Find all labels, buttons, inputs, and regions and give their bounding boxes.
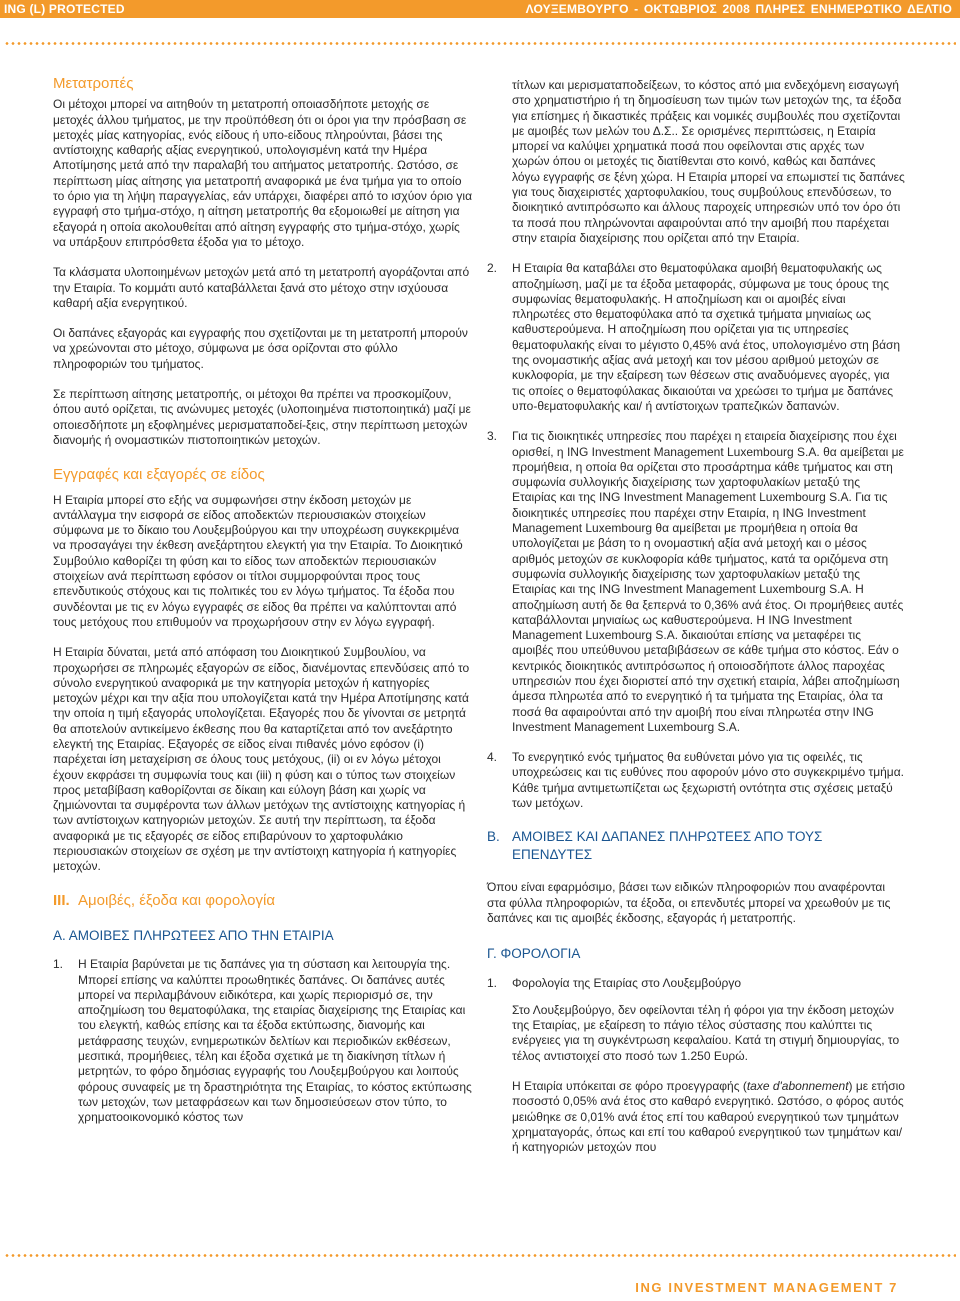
chapter-number: III. (53, 891, 70, 909)
header-bar (0, 0, 960, 18)
footer-dotted-divider (4, 1254, 956, 1257)
left-column (53, 76, 473, 1126)
right-column (487, 78, 905, 1171)
list-number: 2. (487, 261, 498, 276)
paragraph: Στο Λουξεμβούργο, δεν οφείλονται τέλη ή φόροι για την έκδοση μετοχών της Εταιρίας, με εξαίρεση το πάγιο τέλος σύστασης που καλύπτει τις ενέργειες για τη συγκέντρωση κεφαλαίου. Κατά τη στιγμή δημιουργίας, το τέλος αντιστοιχεί στο ποσό των 1.250 Ευρώ. (512, 1002, 900, 1063)
header-dotted-divider (4, 42, 956, 45)
paragraph: Τα κλάσματα υλοποιημένων μετοχών μετά από τη μετατροπή αγοράζονται από την Εταιρία. Το κομμάτι αυτό καταβάλλεται ξανά στο μέτοχο στην ισχύουσα καθαρή αξία ενεργητικού. (53, 265, 470, 310)
section-heading-in-kind: Εγγραφές και εξαγορές σε είδος (53, 466, 265, 484)
list-number: 4. (487, 750, 498, 765)
paragraph: Σε περίπτωση αίτησης μετατροπής, οι μέτοχοι θα πρέπει να προσκομίζουν, όπου αυτό ορίζεται, τις ανώνυμες μετοχές (υλοποιημένα πιστοποιητικά) μαζί με οποιεσδήποτε μη εξοφλημένες μερισματαποδεί-ξεις, στην περίπτωση μετοχών διανομής ή ονομαστικών πιστοποιητικών μετοχών. (53, 387, 471, 447)
text-run: Η Εταιρία υπόκειται σε φόρο προεγγραφής ( (512, 1079, 747, 1094)
subsection-heading-c: Γ. ΦΟΡΟΛΟΓΙΑ (487, 946, 581, 962)
list-text: Για τις διοικητικές υπηρεσίες που παρέχει η εταιρεία διαχείρισης που έχει ορισθεί, η ING Investment Management Luxembourg S.A. θα αμείβεται με προμήθεια, η οποία θα ορίζεται στο προσάρτημα κάθε τμήματος και στη συμφωνία συλλογικής διαχείρισης των χαρτοφυλακίων μεταξύ της Εταιρίας και της ING Investment Management Luxembourg S.A. Για τις διοικητικές υπηρεσίες που παρέχει στην Εταιρία, η ING Investment Management Luxembourg θα αμείβεται με προμήθεια η οποία θα υπολογίζεται με βάση το η ονομαστική αξία ανά μετοχή και ο μέσος αριθμός μετοχών σε κυκλοφορία κάθε τμήματος, κατά τα οριζόμενα στη συμφωνία συλλογικής διαχείρισης των χαρτοφυλακίων μεταξύ της Εταιρίας και της ING Investment Management Luxembourg S.A. Η αποζημίωση αυτή δε θα ξεπερνά το 0,36% ανά έτος. Οι προμήθειες αυτές καταβάλλονται μηνιαίως ως καθυστερούμενα. Η ING Investment Management Luxembourg S.A. δικαιούται επίσης να μεταφέρει τις αμοιβές που υπεύθυνου μεταβιβάσεων σε κάθε τμήμα στο κόστος. Εάν ο κεντρικός διοικητικός αντιπρόσωπος ή οποιοσδήποτε άλλος παροχέας υπηρεσιών που έχει διοριστεί από την σχετική εταιρία, λάβει αποζημίωση άμεσα πληρωτέα από το ενεργητικό ή τα τμήματα της Εταιρίας, όλα τα ποσά θα αφαιρούνται από την αμοιβή που είναι πληρωτέα στην ING Investment Management Luxembourg S.A. (512, 429, 904, 734)
paragraph: Η Εταιρία δύναται, μετά από απόφαση του Διοικητικού Συμβουλίου, να προχωρήσει σε πληρωμές εξαγορών σε είδος, διανέμοντας επενδύσεις από το σύνολο ενεργητικού αναφορικά με την κατηγορία μετοχών ή κατηγορίες μετοχών μέχρι και την αξία που υπολογίζεται κατά την Ημέρα Αποτίμησης κατά την οποία η τιμή εξαγοράς υπολογίζεται. Εξαγορές που δε γίνονται σε μετρητά θα αποτελούν αντικείμενο έκθεσης που θα καταρτίζεται από τον ανεξάρτητο ελεγκτή της Εταιρίας. Εξαγορές σε είδος είναι πιθανές μόνο εφόσον (i) παρέχεται ίση μεταχείριση σε όλους τους μετόχους, (ii) οι εν λόγω μέτοχοι έχουν εκφράσει τη συμφωνία τους και (iii) η φύση και ο τύπος των στοιχείων προς μεταβίβαση καθορίζονται σε δίκαιη και εύλογη βάση και χωρίς να ζημιώνονται τα συμφέροντα των άλλων μετόχων της αντίστοιχης κατηγορίας ή των αντίστοιχων κατηγοριών μετοχών. Σε αυτή την περίπτωση, τα έξοδα αναφορικά με τις εξαγορές σε είδος επιβαρύνουν το χαρτοφυλάκιο περιουσιακών στοιχείων σε σχέση με την αντίστοιχη κατηγορία ή κατηγορίες μετοχών. (53, 645, 470, 874)
list-item (487, 976, 905, 991)
list-text: Η Εταιρία βαρύνεται με τις δαπάνες για τη σύσταση και λειτουργία της. Μπορεί επίσης να καλύπτει προωθητικές δαπάνες. Οι δαπάνες αυτές μπορεί να περιλαμβάνουν ειδικότερα, και χωρίς περιορισμό σε, την αποζημίωση του θεματοφύλακα, της εταιρίας διαχείρισης της Εταιρίας και του ελεγκτή, καθώς επίσης και τα έξοδα εκτύπωσης, διανομής και μετάφρασης τευχών, ενημερωτικών δελτίων και περιοδικών εκθέσεων, μεσιτικά, προμήθειες, τέλη και έξοδα σχετικά με τη διακίνηση τίτλων ή μετρητών, το φόρο δημόσιας εγγραφής του Λουξεμβούργου και λοιπούς φόρους συναφείς με τη δραστηριότητα της Εταιρίας, το κόστος εκτύπωσης των μετοχών, των μεταφράσεων και των δημοσιεύσεων στον τύπο, το χρηματοοικονομικό κόστος των (78, 957, 472, 1125)
list-number: 3. (487, 429, 498, 444)
footer-page-label: ING INVESTMENT MANAGEMENT 7 (635, 1280, 898, 1295)
list-item (487, 429, 905, 735)
paragraph (487, 1079, 905, 1155)
list-item (53, 957, 473, 1125)
list-text: Η Εταιρία θα καταβάλει στο θεματοφύλακα αμοιβή θεματοφυλακής ως αποζημίωση, μαζί με τα έξοδα μεταφοράς, σύμφωνα με τους όρους της συμφωνίας θεματοφυλακής. Η αποζημίωση και οι αμοιβές είναι πληρωτέες στο θεματοφύλακα από τα σχετικά τμήματα μηνιαίως ως καθυστερούμενα. Η αποζημίωση που ορίζεται για τις υπηρεσίες θεματοφυλακής είναι το μέγιστο 0,45% ανά έτος, υπολογισμένο στη βάση της ονομαστικής αξίας ανά μετοχή και τον μέσου αριθμού μετοχών σε κυκλοφορία, με την εξαίρεση των θέσεων στις αναδυόμενες αγορές, για τις οποίες ο θεματοφύλακας δικαιούται να χρεώσει το τμήμα με δαπάνες υπο-θεματοφυλακής και/ ή αντίστοιχων τραπεζικών δαπανών. (512, 261, 901, 413)
text-run: ) με ετήσιο ποσοστό 0,05% ανά έτος στο καθαρό ενεργητικό. Ωστόσο, ο φόρος αυτός μειώθηκε σε 0,01% ανά έτος επί του καθαρού ενεργητικού των τμημάτων χρηματαγοράς, όπως και επί του καθαρού ενεργητικού των τμημάτων και/ή κατηγοριών μετοχών που (512, 1079, 905, 1155)
paragraph: Οι μέτοχοι μπορεί να αιτηθούν τη μετατροπή οποιασδήποτε μετοχής σε μετοχές άλλου τμήματος, με την προϋπόθεση ότι οι όροι για την πρόσβαση σε μετοχές μίας κατηγορίας, ενός είδους ή υπο-είδους πληρούνται, βάσει της αντίστοιχης καθαρής αξίας ενεργητικού, υπολογισμένη κατά την Ημέρα Αποτίμησης μετά από την παραλαβή του αιτήματος μετατροπής. Ωστόσο, σε περίπτωση μίας αίτησης για μετατροπή αναφορικά με ένα τμήμα για το οποίο το όριο για τη λήψη παραγγελίας, εάν υπάρχει, διαφέρει από το ισχύον όριο για εγγραφή στο τμήμα-στόχο, η αίτηση μετατροπής θα εξομοιωθεί με αίτηση για εξαγορά η οποία ακολουθείται από αίτηση εγγραφής στο τμήμα-στόχο, χωρίς να υπάρξουν επιπρόσθετα έξοδα για το μέτοχο. (53, 97, 473, 249)
list-item (487, 261, 905, 414)
subsection-heading-a: Α. ΑΜΟΙΒΕΣ ΠΛΗΡΩΤΕΕΣ ΑΠΟ ΤΗΝ ΕΤΑΙΡΙΑ (53, 927, 334, 943)
paragraph: Όπου είναι εφαρμόσιμο, βάσει των ειδικών πληροφοριών που αναφέρονται στα φύλλα πληροφοριών, τα έξοδα, οι επενδυτές μπορεί να χρεωθούν με τις δαπάνες και τις αμοιβές έκδοσης, εξαγοράς ή μετατροπής. (487, 880, 891, 925)
chapter-title: Αμοιβές, έξοδα και φορολογία (78, 891, 276, 909)
subsection-letter: Β. (487, 829, 500, 845)
document-title: ΛΟΥΞΕΜΒΟΥΡΓΟ - ΟΚΤΩΒΡΙΟΣ 2008 ΠΛΗΡΕΣ ΕΝΗΜΕΡΩΤΙΚΟ ΔΕΛΤΙΟ (525, 2, 952, 16)
list-text: Φορολογία της Εταιρίας στο Λουξεμβούργο (512, 975, 742, 990)
paragraph: Η Εταιρία μπορεί στο εξής να συμφωνήσει στην έκδοση μετοχών με αντάλλαγμα την εισφορά σε είδος αποδεκτών περιουσιακών στοιχείων σύμφωνα με το δίκαιο του Λουξεμβούργου και την υποχρέωση συγκεκριμένα να προσαγάγει την έκθεση ανεξάρτητου ελεγκτή για την Εταιρία. Το Διοικητικό Συμβούλιο καθορίζει τη φύση και το είδος των αποδεκτών περιουσιακών στοιχείων ανά περίπτωση εφόσον οι τίτλοι συμμορφούνται προς τους επενδυτικούς στόχους και τις πολιτικές του εν λόγω τμήματος. Τα έξοδα που συνδέονται με τις εν λόγω εγγραφές σε είδος θα πρέπει να καλύπτονται από τους μετόχους που επιθυμούν να προχωρήσουν στην εν λόγω εγγραφή. (53, 492, 463, 629)
list-item (487, 750, 905, 811)
chapter-heading (53, 893, 473, 908)
paragraph: Οι δαπάνες εξαγοράς και εγγραφής που σχετίζονται με τη μετατροπή μπορούν να χρεώνονται στο μέτοχο, σύμφωνα με όσα ορίζονται στο φύλλο πληροφοριών του τμήματος. (53, 326, 468, 371)
list-number: 1. (487, 975, 498, 990)
section-heading-conversions: Μετατροπές (53, 75, 134, 92)
list-number: 1. (53, 957, 64, 972)
fund-name: ING (L) PROTECTED (4, 2, 125, 16)
subsection-heading-b (487, 828, 905, 864)
subsection-title: ΑΜΟΙΒΕΣ ΚΑΙ ΔΑΠΑΝΕΣ ΠΛΗΡΩΤΕΕΣ ΑΠΟ ΤΟΥΣ ΕΠΕΝΔΥΤΕΣ (512, 829, 823, 863)
paragraph-continued: τίτλων και μερισματαποδείξεων, το κόστος από μια ενδεχόμενη εισαγωγή στο χρηματιστήριο ή τη δημοσίευση των τιμών των μετοχών της, τα έξοδα για επίσημες ή δικαστικές πράξεις και νομικές συμβουλές που σχετίζονται με αμοιβές των μελών του Δ.Σ.. Σε ορισμένες περιπτώσεις, η Εταιρία μπορεί να καλύψει χρηματικά ποσά που οφείλονται στις αρχές των χωρών όπου οι μετοχές τις διατίθενται στο κοινό, καθώς και δαπάνες λόγω εγγραφής σε ξένη χώρα. Η Εταιρία μπορεί να επωμιστεί τις δαπάνες για τους διαχειριστές χαρτοφυλακίου, τους συμβούλους επενδύσεων, το διοικητικό αντιπρόσωπο και άλλους παροχείς υπηρεσιών υπό τον όρο ότι τα ποσά που πληρώνονται αφαιρούνται από την αμοιβή που παρέχεται στην εταιρία διαχείρισης που ορίζεται από την Εταιρία. (512, 78, 905, 245)
tax-term: taxe d'abonnement (746, 1079, 849, 1094)
list-text: Το ενεργητικό ενός τμήματος θα ευθύνεται μόνο για τις οφειλές, τις υποχρεώσεις και τις ευθύνες που αφορούν μόνο στο συγκεκριμένο τμήμα. Κάθε τμήμα αντιμετωπίζεται ως ξεχωριστή οντότητα στις σχέσεις μεταξύ των μετόχων. (512, 750, 904, 811)
